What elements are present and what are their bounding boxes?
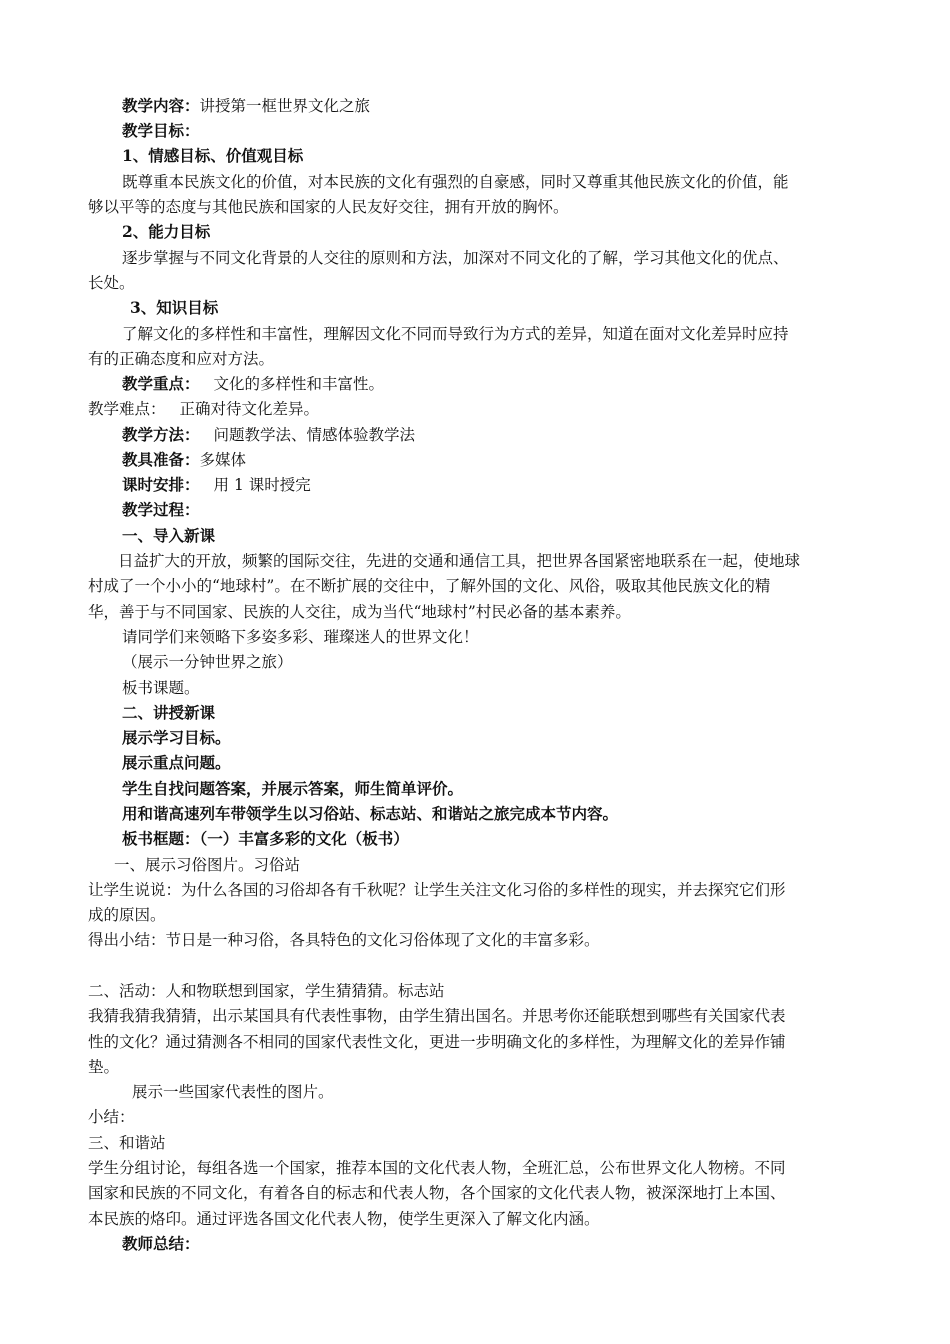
paragraph-line: 成的原因。: [88, 906, 166, 924]
label: 课时安排：: [122, 475, 200, 494]
paragraph-line: 了解文化的多样性和丰富性，理解因文化不同而导致行为方式的差异，知道在面对文化差异时应持: [122, 325, 789, 343]
label: 教具准备：: [122, 450, 200, 469]
paragraph-line: （展示一分钟世界之旅）: [122, 653, 293, 671]
label: 教学方法：: [122, 425, 200, 444]
key-point-line: [122, 372, 384, 396]
paragraph-line: 逐步掌握与不同文化背景的人交往的原则和方法，加深对不同文化的了解，学习其他文化的优点、: [122, 249, 789, 267]
paragraph-line: 请同学们来领略下多姿多彩、璀璨迷人的世界文化！: [122, 628, 479, 646]
paragraph-line: 既尊重本民族文化的价值，对本民族的文化有强烈的自豪感，同时又尊重其他民族文化的价值，能: [122, 173, 789, 191]
paragraph-line: 垫。: [88, 1058, 120, 1076]
paragraph-line: 一、展示习俗图片。习俗站: [114, 856, 301, 874]
paragraph-line: 让学生说说：为什么各国的习俗却各有千秋呢？让学生关注文化习俗的多样性的现实，并去探究它们形: [88, 881, 786, 899]
ability-goal-heading: 2、能力目标: [122, 222, 211, 241]
paragraph-line: 性的文化？通过猜测各不相同的国家代表性文化，更进一步明确文化的多样性，为理解文化的差异作铺: [88, 1033, 786, 1051]
paragraph-line: 三、和谐站: [88, 1134, 166, 1152]
paragraph-line: 华，善于与不同国家、民族的人交往，成为当代“地球村”村民必备的基本素养。: [88, 603, 631, 621]
paragraph-line: 本民族的烙印。通过评选各国文化代表人物，使学生更深入了解文化内涵。: [88, 1210, 600, 1228]
label: 教学难点：: [88, 400, 166, 418]
knowledge-goal-heading: 3、知识目标: [130, 298, 219, 317]
bold-line: 学生自找问题答案，并展示答案，师生简单评价。: [122, 779, 464, 798]
paragraph-line: 村成了一个小小的“地球村”。在不断扩展的交往中，了解外国的文化、风俗，吸取其他民族文化的精: [88, 577, 771, 595]
section-heading: 一、导入新课: [122, 526, 216, 545]
text: 讲授第一框世界文化之旅: [199, 97, 371, 115]
text: 问题教学法、情感体验教学法: [213, 426, 416, 444]
emotion-goal-heading: 1、情感目标、价值观目标: [122, 146, 304, 165]
tools-line: [122, 448, 246, 472]
bold-line: 展示学习目标。: [122, 728, 231, 747]
paragraph-line: 有的正确态度和应对方法。: [88, 350, 275, 368]
paragraph-line: 小结：: [88, 1108, 135, 1126]
label: 教学内容：: [122, 96, 200, 115]
paragraph-line: 展示一些国家代表性的图片。: [132, 1083, 334, 1101]
paragraph-line: 我猜我猜我猜猜，出示某国具有代表性事物，由学生猜出国名。并思考你还能联想到哪些有关国家代表: [88, 1007, 786, 1025]
paragraph-line: 够以平等的态度与其他民族和国家的人民友好交往，拥有开放的胸怀。: [88, 198, 569, 216]
paragraph-line: 国家和民族的不同文化，有着各自的标志和代表人物，各个国家的文化代表人物，被深深地打上本国、: [88, 1184, 786, 1202]
paragraph-line: 二、活动：人和物联想到国家，学生猜猜猜。标志站: [88, 982, 445, 1000]
teacher-summary-heading: 教师总结：: [122, 1234, 200, 1253]
paragraph-line: 日益扩大的开放，频繁的国际交往，先进的交通和通信工具，把世界各国紧密地联系在一起，使地球: [118, 552, 801, 570]
section-heading: 二、讲授新课: [122, 703, 216, 722]
text: 多媒体: [199, 451, 247, 469]
method-line: [122, 423, 415, 447]
bold-line: 用和谐高速列车带领学生以习俗站、标志站、和谐站之旅完成本节内容。: [122, 804, 619, 823]
schedule-line: [122, 473, 311, 497]
paragraph-line: 学生分组讨论，每组各选一个国家，推荐本国的文化代表人物，全班汇总，公布世界文化人物榜。不同: [88, 1159, 786, 1177]
teaching-goals-heading: 教学目标：: [122, 121, 200, 140]
teaching-content-line: [122, 94, 370, 118]
difficulty-line: [88, 397, 319, 421]
process-heading: 教学过程：: [122, 500, 200, 519]
paragraph-line: 长处。: [88, 274, 135, 292]
board-title-line: 板书框题：（一）丰富多彩的文化（板书）: [122, 829, 409, 848]
label: 教学重点：: [122, 374, 200, 393]
paragraph-line: 板书课题。: [122, 679, 200, 697]
text: 正确对待文化差异。: [179, 400, 320, 418]
text: 文化的多样性和丰富性。: [213, 375, 385, 393]
paragraph-line: 得出小结：节日是一种习俗，各具特色的文化习俗体现了文化的丰富多彩。: [88, 931, 600, 949]
text: 用 1 课时授完: [213, 476, 311, 494]
bold-line: 展示重点问题。: [122, 753, 231, 772]
